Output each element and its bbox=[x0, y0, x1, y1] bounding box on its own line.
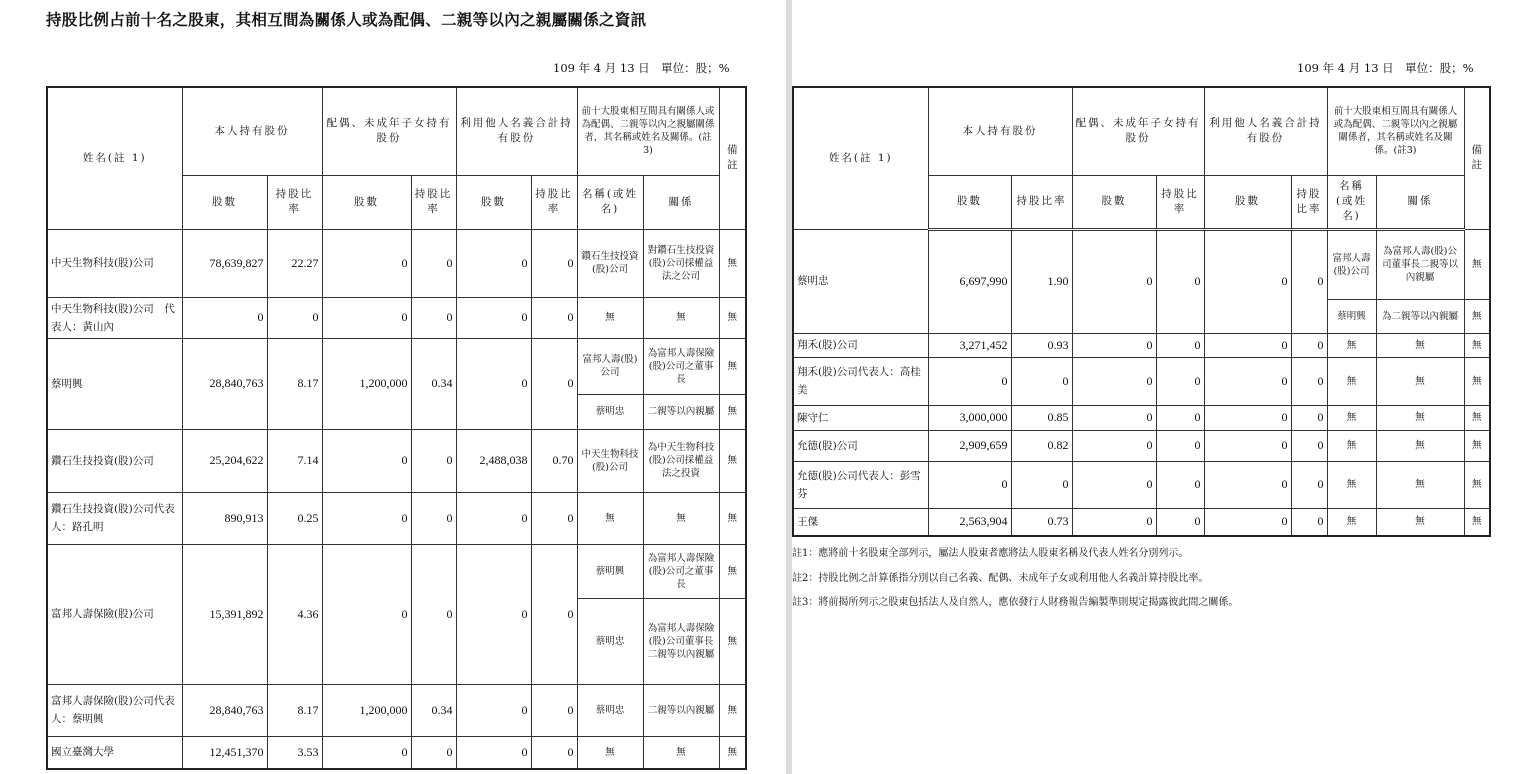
shareholder-name: 允德(股)公司 bbox=[793, 430, 928, 461]
nominee-ratio: 0 bbox=[531, 297, 577, 338]
note: 無 bbox=[719, 297, 746, 338]
shareholder-name: 富邦人壽保險(股)公司代表人：蔡明興 bbox=[47, 684, 182, 736]
own-shares: 0 bbox=[928, 461, 1011, 508]
note: 無 bbox=[1464, 333, 1490, 357]
spouse-shares: 0 bbox=[1072, 430, 1156, 461]
shareholder-name: 允德(股)公司代表人：彭雪芬 bbox=[793, 461, 928, 508]
relation: 為二親等以內親屬 bbox=[1376, 299, 1464, 333]
spouse-shares: 0 bbox=[322, 544, 411, 684]
table-row bbox=[47, 684, 746, 736]
nominee-shares: 2,488,038 bbox=[456, 429, 531, 492]
relation: 二親等以內親屬 bbox=[643, 684, 719, 736]
table-row bbox=[793, 229, 1490, 299]
nominee-ratio: 0 bbox=[1291, 229, 1327, 333]
own-ratio: 0.73 bbox=[1011, 508, 1072, 536]
own-ratio: 1.90 bbox=[1011, 229, 1072, 333]
footnote-3: 註3：將前揭所列示之股東包括法人及自然人，應依發行人財務報告編製準則規定揭露彼此間之關係。 bbox=[792, 597, 1239, 608]
shareholder-table bbox=[792, 86, 1491, 537]
spouse-shares: 0 bbox=[322, 736, 411, 769]
nominee-shares: 0 bbox=[456, 229, 531, 297]
own-shares: 28,840,763 bbox=[182, 684, 267, 736]
table-row bbox=[47, 338, 746, 394]
related-name: 無 bbox=[1327, 357, 1376, 405]
spouse-ratio: 0 bbox=[1156, 430, 1204, 461]
spouse-ratio: 0 bbox=[1156, 461, 1204, 508]
relation: 無 bbox=[1376, 461, 1464, 508]
shareholder-name: 翔禾(股)公司 bbox=[793, 333, 928, 357]
shareholder-table bbox=[46, 86, 747, 770]
related-name: 中天生物科技(股)公司 bbox=[577, 429, 643, 492]
header-nominee-ratio: 持股比率 bbox=[1291, 175, 1327, 229]
nominee-ratio: 0 bbox=[531, 684, 577, 736]
nominee-ratio: 0 bbox=[531, 229, 577, 297]
spouse-ratio: 0 bbox=[1156, 357, 1204, 405]
spouse-ratio: 0 bbox=[411, 492, 456, 544]
relation: 為中天生物科技(股)公司採權益法之投資 bbox=[643, 429, 719, 492]
shareholder-name: 鑽石生技投資(股)公司 bbox=[47, 429, 182, 492]
note: 無 bbox=[1464, 461, 1490, 508]
own-ratio: 4.36 bbox=[267, 544, 322, 684]
header-spouse-shares: 配偶、未成年子女持有股份 bbox=[322, 87, 456, 175]
shareholder-name: 翔禾(股)公司代表人：高桂美 bbox=[793, 357, 928, 405]
header-related-name: 名稱(或姓名) bbox=[577, 175, 643, 229]
related-name: 蔡明興 bbox=[1327, 299, 1376, 333]
relation: 無 bbox=[1376, 405, 1464, 430]
nominee-shares: 0 bbox=[1204, 430, 1291, 461]
note: 無 bbox=[719, 684, 746, 736]
related-name: 鑽石生技投資(股)公司 bbox=[577, 229, 643, 297]
own-shares: 2,909,659 bbox=[928, 430, 1011, 461]
nominee-ratio: 0 bbox=[1291, 461, 1327, 508]
nominee-ratio: 0 bbox=[531, 492, 577, 544]
date-unit: 109 年 4 月 13 日 單位：股；% bbox=[553, 61, 730, 75]
header-own-shares-count: 股數 bbox=[928, 175, 1011, 229]
nominee-shares: 0 bbox=[456, 544, 531, 684]
note: 無 bbox=[1464, 229, 1490, 299]
own-ratio: 0.25 bbox=[267, 492, 322, 544]
header-nominee-shares: 利用他人名義合計持有股份 bbox=[1204, 87, 1327, 175]
nominee-ratio: 0 bbox=[531, 736, 577, 769]
table-row bbox=[47, 229, 746, 297]
relation: 無 bbox=[1376, 357, 1464, 405]
relation: 無 bbox=[1376, 430, 1464, 461]
own-ratio: 0 bbox=[1011, 461, 1072, 508]
spouse-ratio: 0.34 bbox=[411, 684, 456, 736]
spouse-ratio: 0 bbox=[1156, 229, 1204, 333]
spouse-shares: 1,200,000 bbox=[322, 338, 411, 429]
relation: 二親等以內親屬 bbox=[643, 394, 719, 429]
note: 無 bbox=[719, 229, 746, 297]
shareholder-name: 陳守仁 bbox=[793, 405, 928, 430]
own-shares: 25,204,622 bbox=[182, 429, 267, 492]
spouse-shares: 0 bbox=[322, 297, 411, 338]
relation: 無 bbox=[643, 736, 719, 769]
own-ratio: 0.93 bbox=[1011, 333, 1072, 357]
spouse-ratio: 0 bbox=[411, 229, 456, 297]
relation: 無 bbox=[1376, 508, 1464, 536]
header-spouse-shares-count: 股數 bbox=[322, 175, 411, 229]
own-shares: 28,840,763 bbox=[182, 338, 267, 429]
shareholder-name: 蔡明興 bbox=[47, 338, 182, 429]
nominee-shares: 0 bbox=[1204, 229, 1291, 333]
header-nominee-shares-count: 股數 bbox=[456, 175, 531, 229]
header-spouse-shares-count: 股數 bbox=[1072, 175, 1156, 229]
table-row bbox=[47, 297, 746, 338]
own-shares: 15,391,892 bbox=[182, 544, 267, 684]
header-name: 姓名(註 1) bbox=[47, 87, 182, 229]
page-2 bbox=[792, 0, 1524, 774]
table-row bbox=[793, 508, 1490, 536]
header-own-shares: 本人持有股份 bbox=[928, 87, 1072, 175]
header-own-ratio: 持股比率 bbox=[1011, 175, 1072, 229]
spouse-ratio: 0 bbox=[411, 429, 456, 492]
spouse-shares: 0 bbox=[322, 429, 411, 492]
shareholder-name: 中天生物科技(股)公司 bbox=[47, 229, 182, 297]
table-row bbox=[793, 430, 1490, 461]
nominee-shares: 0 bbox=[1204, 333, 1291, 357]
nominee-shares: 0 bbox=[456, 492, 531, 544]
spouse-ratio: 0 bbox=[411, 736, 456, 769]
related-name: 無 bbox=[1327, 405, 1376, 430]
note: 無 bbox=[719, 338, 746, 394]
nominee-ratio: 0.70 bbox=[531, 429, 577, 492]
relation: 為富邦人壽保險(股)公司之董事長 bbox=[643, 338, 719, 394]
note: 無 bbox=[719, 736, 746, 769]
spouse-shares: 0 bbox=[1072, 405, 1156, 430]
footnote-1: 註1：應將前十名股東全部列示，屬法人股東者應將法人股東名稱及代表人姓名分別列示。 bbox=[792, 548, 1189, 559]
relation: 為富邦人壽保險(股)公司之董事長 bbox=[643, 544, 719, 598]
own-shares: 3,000,000 bbox=[928, 405, 1011, 430]
footnote-2: 註2：持股比例之計算係指分別以自己名義、配偶、未成年子女或利用他人名義計算持股比率。 bbox=[792, 573, 1209, 584]
nominee-ratio: 0 bbox=[1291, 508, 1327, 536]
header-note: 備註 bbox=[1464, 87, 1490, 229]
header-spouse-shares: 配偶、未成年子女持有股份 bbox=[1072, 87, 1204, 175]
nominee-ratio: 0 bbox=[531, 338, 577, 429]
shareholder-name: 富邦人壽保險(股)公司 bbox=[47, 544, 182, 684]
own-ratio: 0 bbox=[267, 297, 322, 338]
header-spouse-ratio: 持股比率 bbox=[1156, 175, 1204, 229]
spouse-ratio: 0 bbox=[1156, 333, 1204, 357]
related-name: 無 bbox=[577, 492, 643, 544]
spouse-shares: 0 bbox=[1072, 229, 1156, 333]
header-nominee-shares: 利用他人名義合計持有股份 bbox=[456, 87, 577, 175]
header-relation: 關係 bbox=[1376, 175, 1464, 229]
related-name: 無 bbox=[1327, 333, 1376, 357]
nominee-ratio: 0 bbox=[531, 544, 577, 684]
header-related-parties: 前十大股東相互間具有關係人或為配偶、二親等以內之親屬關係者，其名稱或姓名及關係。(註3) bbox=[1327, 87, 1464, 175]
header-own-shares-count: 股數 bbox=[182, 175, 267, 229]
own-shares: 3,271,452 bbox=[928, 333, 1011, 357]
own-ratio: 0.82 bbox=[1011, 430, 1072, 461]
spouse-shares: 0 bbox=[1072, 357, 1156, 405]
related-name: 蔡明興 bbox=[577, 544, 643, 598]
note: 無 bbox=[1464, 430, 1490, 461]
related-name: 蔡明忠 bbox=[577, 598, 643, 684]
related-name: 蔡明忠 bbox=[577, 394, 643, 429]
spouse-ratio: 0 bbox=[411, 297, 456, 338]
shareholder-name: 鑽石生技投資(股)公司代表人：路孔明 bbox=[47, 492, 182, 544]
header-related-name: 名稱(或姓名) bbox=[1327, 175, 1376, 229]
spouse-ratio: 0.34 bbox=[411, 338, 456, 429]
relation: 為富邦人壽(股)公司董事長二親等以內親屬 bbox=[1376, 229, 1464, 299]
own-ratio: 0.85 bbox=[1011, 405, 1072, 430]
note: 無 bbox=[1464, 357, 1490, 405]
header-nominee-shares-count: 股數 bbox=[1204, 175, 1291, 229]
own-shares: 0 bbox=[928, 357, 1011, 405]
spouse-shares: 0 bbox=[322, 492, 411, 544]
spouse-shares: 0 bbox=[1072, 461, 1156, 508]
own-shares: 12,451,370 bbox=[182, 736, 267, 769]
nominee-shares: 0 bbox=[1204, 357, 1291, 405]
nominee-shares: 0 bbox=[1204, 461, 1291, 508]
spouse-shares: 1,200,000 bbox=[322, 684, 411, 736]
own-ratio: 3.53 bbox=[267, 736, 322, 769]
related-name: 無 bbox=[577, 297, 643, 338]
relation: 無 bbox=[643, 297, 719, 338]
nominee-ratio: 0 bbox=[1291, 357, 1327, 405]
note: 無 bbox=[1464, 405, 1490, 430]
relation: 為富邦人壽保險(股)公司董事長二親等以內親屬 bbox=[643, 598, 719, 684]
own-shares: 78,639,827 bbox=[182, 229, 267, 297]
table-row bbox=[47, 492, 746, 544]
nominee-shares: 0 bbox=[1204, 508, 1291, 536]
relation: 無 bbox=[1376, 333, 1464, 357]
nominee-shares: 0 bbox=[1204, 405, 1291, 430]
own-ratio: 22.27 bbox=[267, 229, 322, 297]
own-ratio: 8.17 bbox=[267, 684, 322, 736]
own-shares: 6,697,990 bbox=[928, 229, 1011, 333]
spouse-shares: 0 bbox=[1072, 508, 1156, 536]
spouse-ratio: 0 bbox=[411, 544, 456, 684]
header-own-shares: 本人持有股份 bbox=[182, 87, 322, 175]
own-ratio: 7.14 bbox=[267, 429, 322, 492]
related-name: 無 bbox=[577, 736, 643, 769]
table-row bbox=[793, 333, 1490, 357]
table-row bbox=[793, 461, 1490, 508]
nominee-ratio: 0 bbox=[1291, 333, 1327, 357]
own-ratio: 8.17 bbox=[267, 338, 322, 429]
table-row bbox=[47, 736, 746, 769]
note: 無 bbox=[1464, 299, 1490, 333]
header-note: 備註 bbox=[719, 87, 746, 229]
header-own-ratio: 持股比率 bbox=[267, 175, 322, 229]
shareholder-name: 蔡明忠 bbox=[793, 229, 928, 333]
related-name: 富邦人壽(股)公司 bbox=[1327, 229, 1376, 299]
spouse-shares: 0 bbox=[1072, 333, 1156, 357]
related-name: 無 bbox=[1327, 461, 1376, 508]
relation: 無 bbox=[643, 492, 719, 544]
related-name: 無 bbox=[1327, 508, 1376, 536]
related-name: 蔡明忠 bbox=[577, 684, 643, 736]
document-title: 持股比例占前十名之股東，其相互間為關係人或為配偶、二親等以內之親屬關係之資訊 bbox=[46, 10, 647, 29]
note: 無 bbox=[719, 394, 746, 429]
shareholder-name: 中天生物科技(股)公司 代表人：黃山內 bbox=[47, 297, 182, 338]
table-row bbox=[793, 357, 1490, 405]
spouse-ratio: 0 bbox=[1156, 405, 1204, 430]
date-unit: 109 年 4 月 13 日 單位：股；% bbox=[1297, 61, 1474, 75]
relation: 對鑽石生技投資(股)公司採權益法之公司 bbox=[643, 229, 719, 297]
table-row bbox=[47, 544, 746, 598]
nominee-shares: 0 bbox=[456, 736, 531, 769]
own-ratio: 0 bbox=[1011, 357, 1072, 405]
header-relation: 關係 bbox=[643, 175, 719, 229]
own-shares: 0 bbox=[182, 297, 267, 338]
note: 無 bbox=[1464, 508, 1490, 536]
table-row bbox=[793, 405, 1490, 430]
header-spouse-ratio: 持股比率 bbox=[411, 175, 456, 229]
related-name: 富邦人壽(股)公司 bbox=[577, 338, 643, 394]
note: 無 bbox=[719, 544, 746, 598]
nominee-shares: 0 bbox=[456, 684, 531, 736]
table-row bbox=[47, 429, 746, 492]
note: 無 bbox=[719, 429, 746, 492]
nominee-ratio: 0 bbox=[1291, 405, 1327, 430]
related-name: 無 bbox=[1327, 430, 1376, 461]
shareholder-name: 國立臺灣大學 bbox=[47, 736, 182, 769]
own-shares: 2,563,904 bbox=[928, 508, 1011, 536]
spouse-shares: 0 bbox=[322, 229, 411, 297]
nominee-ratio: 0 bbox=[1291, 430, 1327, 461]
note: 無 bbox=[719, 492, 746, 544]
header-nominee-ratio: 持股比率 bbox=[531, 175, 577, 229]
note: 無 bbox=[719, 598, 746, 684]
nominee-shares: 0 bbox=[456, 338, 531, 429]
nominee-shares: 0 bbox=[456, 297, 531, 338]
shareholder-name: 王傑 bbox=[793, 508, 928, 536]
own-shares: 890,913 bbox=[182, 492, 267, 544]
header-name: 姓名(註 1) bbox=[793, 87, 928, 229]
spouse-ratio: 0 bbox=[1156, 508, 1204, 536]
header-related-parties: 前十大股東相互間具有關係人或為配偶、二親等以內之親屬關係者，其名稱或姓名及關係。(註3) bbox=[577, 87, 719, 175]
